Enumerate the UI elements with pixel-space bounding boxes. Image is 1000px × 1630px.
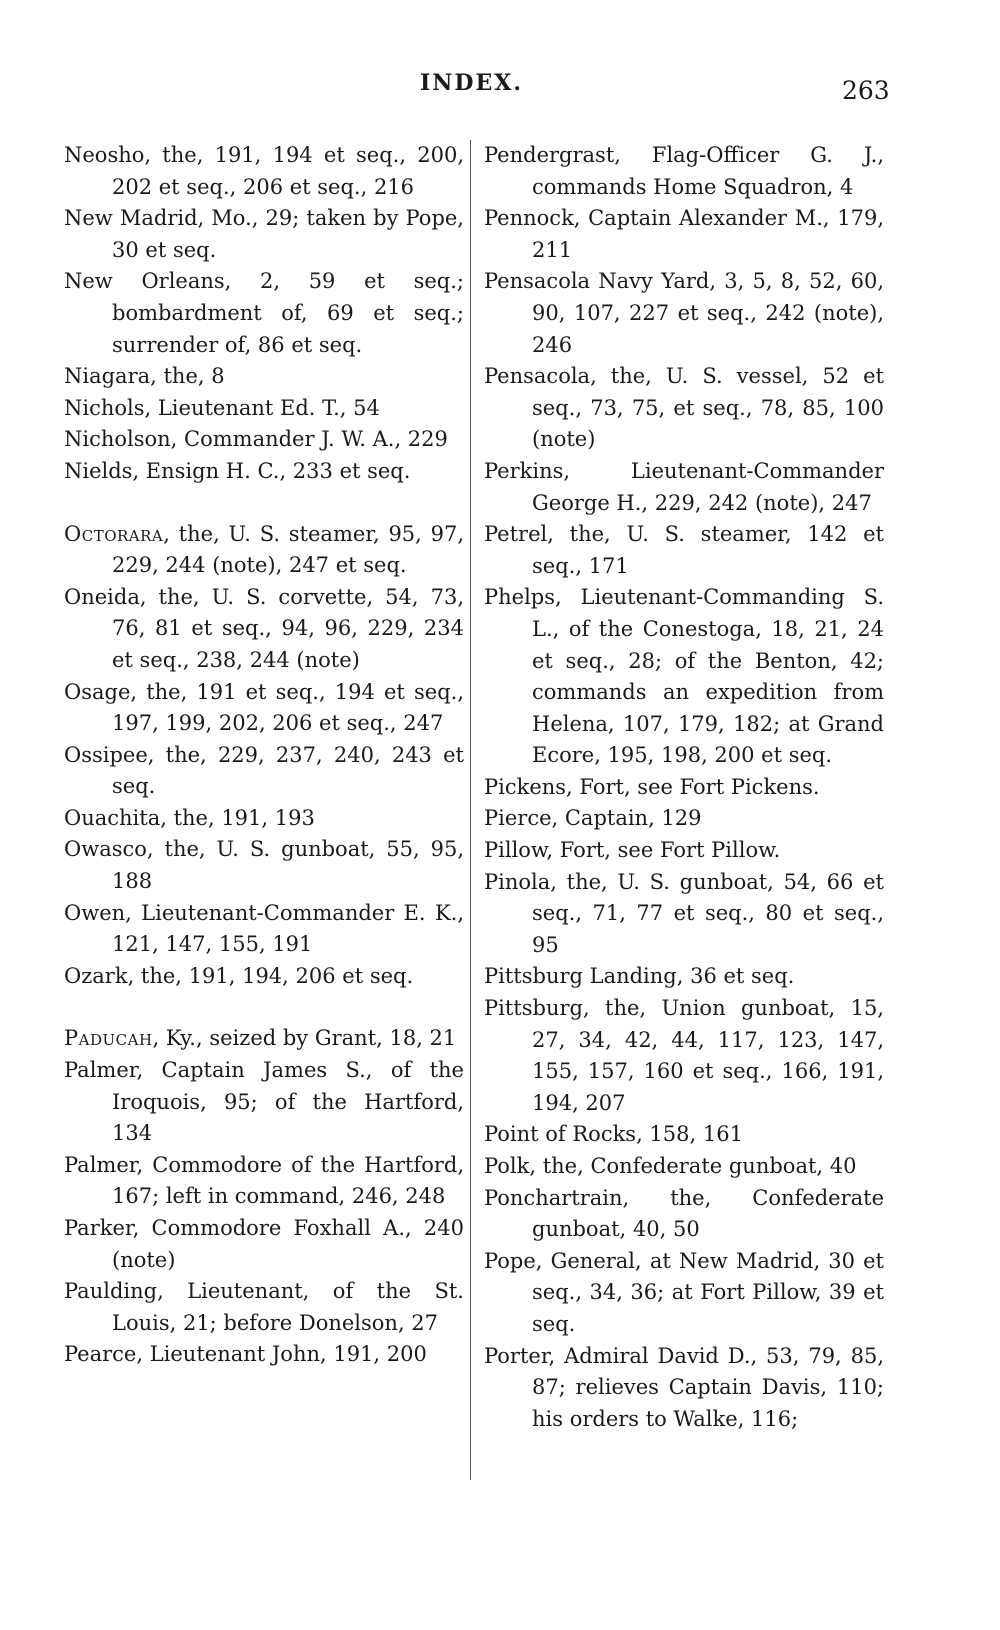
- entry-headword-small-caps: Octorara: [64, 521, 164, 546]
- index-entry: Ponchartrain, the, Confederate gunboat, 40, 50: [484, 1185, 884, 1242]
- page-number: 263: [842, 76, 890, 105]
- index-entry: Point of Rocks, 158, 161: [484, 1122, 743, 1147]
- index-entry: Parker, Commodore Foxhall A., 240 (note): [64, 1216, 464, 1272]
- index-entry: Owen, Lieutenant-Commander E. K., 121, 147, 155, 191: [64, 900, 464, 957]
- index-entry: Petrel, the, U. S. steamer, 142 et seq., 171: [484, 522, 884, 578]
- index-entry: Pendergrast, Flag-Officer G. J., commands Home Squadron, 4: [484, 143, 884, 199]
- page-header: [0, 70, 1000, 110]
- index-entry: Pillow, Fort, see Fort Pillow.: [484, 838, 781, 863]
- index-entry: Neosho, the, 191, 194 et seq., 200, 202 et seq., 206 et seq., 216: [64, 143, 464, 199]
- index-entry: Niagara, the, 8: [64, 364, 225, 389]
- index-entry: Nields, Ensign H. C., 233 et seq.: [64, 458, 411, 483]
- column-divider: [470, 140, 471, 1480]
- index-entry: Phelps, Lieutenant-Commanding S. L., of the Conestoga, 18, 21, 24 et seq., 28; of the Benton, 42; commands an expedition from Helena, 107, 179, 182; at Grand Ecore, 195, 198, 200 et seq.: [484, 585, 884, 768]
- index-entry: Pittsburg, the, Union gunboat, 15, 27, 34, 42, 44, 117, 123, 147, 155, 157, 160 et seq., 166, 191, 194, 207: [484, 996, 884, 1115]
- index-entry: Nicholson, Commander J. W. A., 229: [64, 427, 448, 452]
- index-entry-section-o: [64, 519, 464, 582]
- index-entry: Paulding, Lieutenant, of the St. Louis, 21; before Donelson, 27: [64, 1279, 464, 1335]
- index-entry-section-p: [64, 1023, 464, 1055]
- index-entry: Pittsburg Landing, 36 et seq.: [484, 964, 795, 989]
- index-entry: Pickens, Fort, see Fort Pickens.: [484, 774, 820, 799]
- entry-text: , the, U. S. steamer, 95, 97, 229, 244 (note), 247 et seq.: [112, 521, 464, 578]
- index-entry: Pensacola, the, U. S. vessel, 52 et seq., 73, 75, et seq., 78, 85, 100 (note): [484, 364, 884, 452]
- index-entry: Pensacola Navy Yard, 3, 5, 8, 52, 60, 90, 107, 227 et seq., 242 (note), 246: [484, 269, 884, 357]
- index-entry: Osage, the, 191 et seq., 194 et seq., 197, 199, 202, 206 et seq., 247: [64, 679, 464, 736]
- index-entry: Porter, Admiral David D., 53, 79, 85, 87; relieves Captain Davis, 110; his orders to Walke, 116;: [484, 1343, 884, 1431]
- index-entry: Ossipee, the, 229, 237, 240, 243 et seq.: [64, 742, 464, 799]
- entry-text: , Ky., seized by Grant, 18, 21: [152, 1026, 457, 1051]
- index-entry: Owasco, the, U. S. gunboat, 55, 95, 188: [64, 837, 464, 894]
- index-entry: Pearce, Lieutenant John, 191, 200: [64, 1342, 427, 1367]
- index-entry: Pierce, Captain, 129: [484, 806, 702, 831]
- entry-headword-small-caps: Paducah: [64, 1026, 153, 1051]
- index-entry: New Madrid, Mo., 29; taken by Pope, 30 et seq.: [64, 206, 464, 262]
- index-entry: Perkins, Lieutenant-Commander George H., 229, 242 (note), 247: [484, 458, 884, 515]
- index-entry: Pope, General, at New Madrid, 30 et seq., 34, 36; at Fort Pillow, 39 et seq.: [484, 1248, 884, 1336]
- index-entry: Ouachita, the, 191, 193: [64, 805, 315, 830]
- index-column-right: [484, 140, 884, 1435]
- index-entry: Pennock, Captain Alexander M., 179, 211: [484, 206, 884, 262]
- index-entry: Nichols, Lieutenant Ed. T., 54: [64, 395, 380, 420]
- index-entry: Pinola, the, U. S. gunboat, 54, 66 et seq., 71, 77 et seq., 80 et seq., 95: [484, 869, 884, 957]
- index-entry: Palmer, Captain James S., of the Iroquois, 95; of the Hartford, 134: [64, 1058, 464, 1146]
- index-entry: Ozark, the, 191, 194, 206 et seq.: [64, 963, 414, 988]
- index-column-left: [64, 140, 464, 1371]
- running-title: INDEX.: [420, 70, 523, 96]
- index-entry: New Orleans, 2, 59 et seq.; bombardment of, 69 et seq.; surrender of, 86 et seq.: [64, 269, 464, 357]
- index-entry: Palmer, Commodore of the Hartford, 167; left in command, 246, 248: [64, 1152, 464, 1209]
- index-entry: Oneida, the, U. S. corvette, 54, 73, 76, 81 et seq., 94, 96, 229, 234 et seq., 238, 244 (note): [64, 584, 464, 672]
- index-entry: Polk, the, Confederate gunboat, 40: [484, 1154, 857, 1178]
